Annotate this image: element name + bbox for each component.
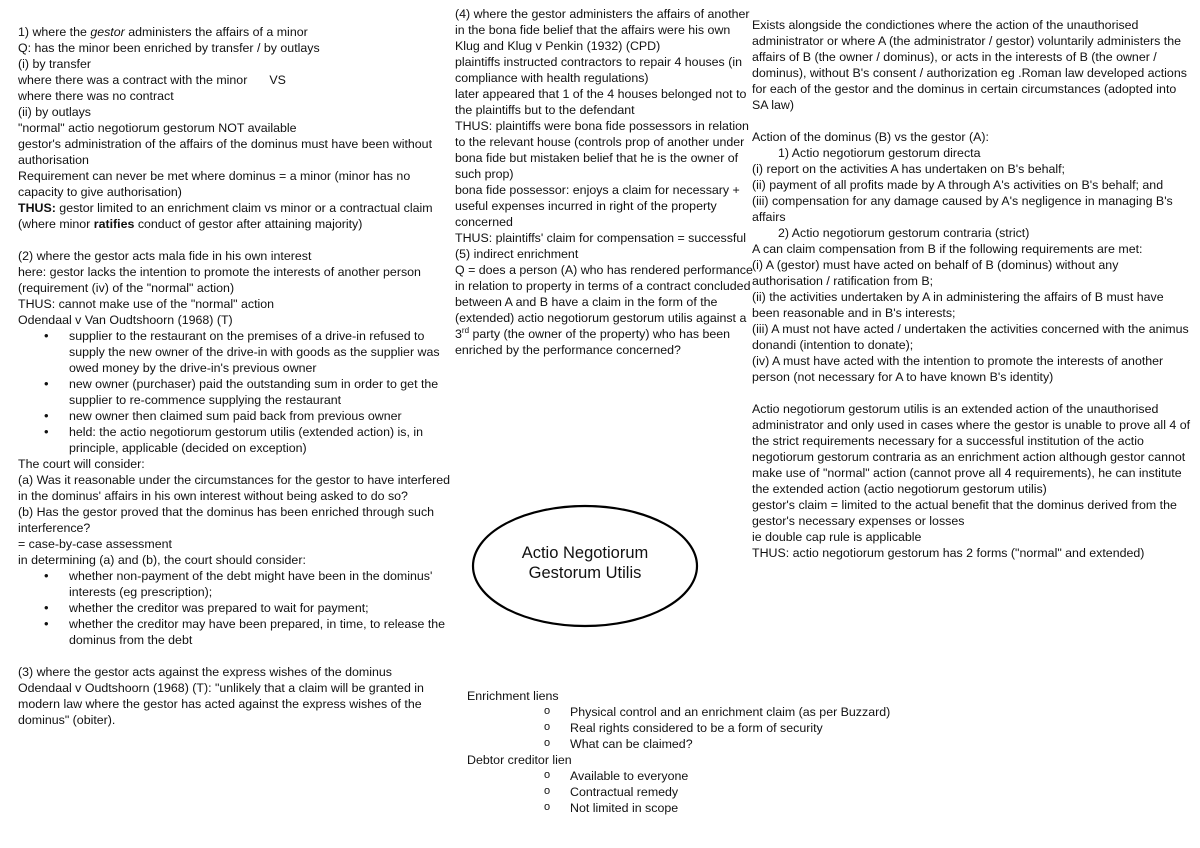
paragraph: (iii) compensation for any damage caused by A's negligence in managing B's affairs — [752, 194, 1173, 224]
paragraph: Odendaal v Oudtshoorn (1968) (T): "unlikely that a claim will be granted in modern law where the gestor has acted against the express wishes of the dominus" (obiter). — [18, 681, 424, 727]
paragraph: Actio negotiorum gestorum utilis is an extended action of the unauthorised administrator and only used in cases where the gestor is unable to prove all 4 of the strict requirements necessary for a successful institution of the actio negotiorum gestorum contraria as an enrichment action although gestor cannot make use of "normal" action (cannot prove all 4 requirements), he can institute the extended action (actio negotiorum gestorum utilis) — [752, 402, 1191, 496]
list-item: o Real rights considered to be a form of security — [467, 720, 967, 736]
list-item: o Physical control and an enrichment claim (as per Buzzard) — [467, 704, 967, 720]
text-run: Q = does a person (A) who has rendered performance in relation to property in terms of a contract concluded between A and B have a claim in the form of the (extended) actio negotiorum gestorum utilis against a 3 — [455, 263, 753, 341]
diagram-label — [470, 543, 700, 583]
case-citation: Klug and Klug v Penkin (1932) (CPD) — [455, 39, 661, 53]
bullet-item: • whether non-payment of the debt might have been in the dominus' interests (eg prescription); — [18, 568, 456, 600]
paragraph: Q: has the minor been enriched by transfer / by outlays — [18, 41, 320, 55]
paragraph: here: gestor lacks the intention to promote the interests of another person (requirement (iv) of the "normal" action) — [18, 265, 421, 295]
paragraph: (iv) A must have acted with the intention to promote the interests of another person (not necessary for A to have known B's identity) — [752, 354, 1164, 384]
paragraph: gestor's administration of the affairs of the dominus must have been without authorisation — [18, 137, 433, 167]
paragraph: Requirement can never be met where dominus = a minor (minor has no capacity to give authorisation) — [18, 169, 411, 199]
diagram-label-line: Actio Negotiorum — [521, 544, 649, 562]
section-heading: (5) indirect enrichment — [455, 247, 579, 261]
bullet-item: • supplier to the restaurant on the premises of a drive-in refused to supply the new owner of the drive-in with goods as the supplier was owed money by the drive-in's previous owner — [18, 328, 456, 376]
paragraph: (i) report on the activities A has undertaken on B's behalf; — [752, 162, 1066, 176]
paragraph — [455, 262, 753, 358]
paragraph: bona fide possessor: enjoys a claim for necessary + useful expenses incurred in right of the property concerned — [455, 183, 740, 229]
column-middle — [455, 6, 753, 358]
spacer — [752, 385, 1192, 401]
text-bold: THUS: — [18, 201, 56, 215]
text-run: gestor limited to an enrichment claim vs minor or a contractual claim (where minor — [18, 201, 433, 231]
bullet-item: • new owner (purchaser) paid the outstanding sum in order to get the supplier to re-commence supplying the restaurant — [18, 376, 456, 408]
list-item: o Not limited in scope — [467, 800, 967, 816]
paragraph: (ii) payment of all profits made by A through A's activities on B's behalf; and — [752, 178, 1164, 192]
text-run: administers the affairs of a minor — [124, 25, 308, 39]
paragraph: "normal" actio negotiorum gestorum NOT available — [18, 121, 297, 135]
section-heading: Debtor creditor lien — [467, 753, 572, 767]
spacer — [18, 232, 456, 248]
text-run: party (the owner of the property) who has been enriched by the performance concerned? — [455, 327, 731, 357]
text-run: where there was a contract with the minor — [18, 73, 248, 87]
paragraph: THUS: actio negotiorum gestorum has 2 forms ("normal" and extended) — [752, 546, 1145, 560]
diagram-label-line: Gestorum Utilis — [528, 564, 642, 582]
paragraph: The court will consider: — [18, 457, 145, 471]
numbered-item: 1) Actio negotiorum gestorum directa — [778, 146, 981, 160]
paragraph: (a) Was it reasonable under the circumstances for the gestor to have interfered in the dominus' affairs in his own interest without being asked to do so? — [18, 473, 451, 503]
bullet-item: • held: the actio negotiorum gestorum utilis (extended action) is, in principle, applicable (decided on exception) — [18, 424, 456, 456]
numbered-item: 2) Actio negotiorum gestorum contraria (strict) — [778, 226, 1030, 240]
section-heading: Enrichment liens — [467, 689, 559, 703]
paragraph: (ii) the activities undertaken by A in administering the affairs of B must have been reasonable and in B's interests; — [752, 290, 1164, 320]
paragraph: gestor's claim = limited to the actual benefit that the dominus derived from the gestor's necessary expenses or losses — [752, 498, 1177, 528]
text-run: VS — [269, 73, 286, 87]
paragraph: where there was no contract — [18, 89, 174, 103]
superscript: rd — [461, 325, 470, 335]
paragraph: A can claim compensation from B if the following requirements are met: — [752, 242, 1143, 256]
paragraph: Action of the dominus (B) vs the gestor (A): — [752, 130, 989, 144]
text-italic: gestor — [90, 25, 125, 39]
text-bold: ratifies — [93, 217, 135, 231]
section-heading: (4) where the gestor administers the affairs of another in the bona fide belief that the affairs were his own — [455, 7, 750, 37]
paragraph: (i) by transfer — [18, 57, 91, 71]
paragraph: (b) Has the gestor proved that the dominus has been enriched through such interference? — [18, 505, 435, 535]
list-item: o Contractual remedy — [467, 784, 967, 800]
spacer — [752, 113, 1192, 129]
paragraph: later appeared that 1 of the 4 houses belonged not to the plaintiffs but to the defendant — [455, 87, 747, 117]
paragraph: THUS: plaintiffs' claim for compensation = successful — [455, 231, 747, 245]
text-run: conduct of gestor after attaining majority) — [134, 217, 363, 231]
paragraph: ie double cap rule is applicable — [752, 530, 922, 544]
paragraph: (i) A (gestor) must have acted on behalf of B (dominus) without any authorisation / ratification from B; — [752, 258, 1119, 288]
paragraph — [18, 200, 456, 232]
bullet-item: • whether the creditor was prepared to wait for payment; — [18, 600, 456, 616]
column-right — [752, 17, 1192, 561]
section-minor-heading — [18, 24, 456, 40]
section-heading: (2) where the gestor acts mala fide in his own interest — [18, 249, 312, 263]
case-citation: Odendaal v Van Oudtshoorn (1968) (T) — [18, 313, 233, 327]
paragraph: = case-by-case assessment — [18, 537, 172, 551]
paragraph: plaintiffs instructed contractors to repair 4 houses (in compliance with health regulations) — [455, 55, 742, 85]
paragraph: in determining (a) and (b), the court should consider: — [18, 553, 306, 567]
paragraph: THUS: plaintiffs were bona fide possessors in relation to the relevant house (controls prop of another under bona fide but mistaken belief that he is the owner of such prop) — [455, 119, 749, 181]
column-left — [18, 24, 456, 728]
list-item: o Available to everyone — [467, 768, 967, 784]
spacer — [18, 648, 456, 664]
bullet-item: • whether the creditor may have been prepared, in time, to release the dominus from the debt — [18, 616, 456, 648]
bullet-item: • new owner then claimed sum paid back from previous owner — [18, 408, 456, 424]
paragraph: (ii) by outlays — [18, 105, 91, 119]
paragraph: THUS: cannot make use of the "normal" action — [18, 297, 275, 311]
paragraph — [18, 72, 456, 88]
section-heading: (3) where the gestor acts against the express wishes of the dominus — [18, 665, 392, 679]
liens-section — [467, 688, 967, 816]
paragraph: (iii) A must not have acted / undertaken the activities concerned with the animus donandi (intention to donate); — [752, 322, 1189, 352]
list-item: o What can be claimed? — [467, 736, 967, 752]
paragraph: Exists alongside the condictiones where the action of the unauthorised administrator or where A (the administrator / gestor) voluntarily administers the affairs of B (the owner / dominus), or acts in the interests of B (the owner / dominus), without B's consent / authorization eg .Roman law developed actions for each of the gestor and the dominus in certain circumstances (adopted into SA law) — [752, 18, 1187, 112]
text-run: 1) where the — [18, 25, 91, 39]
